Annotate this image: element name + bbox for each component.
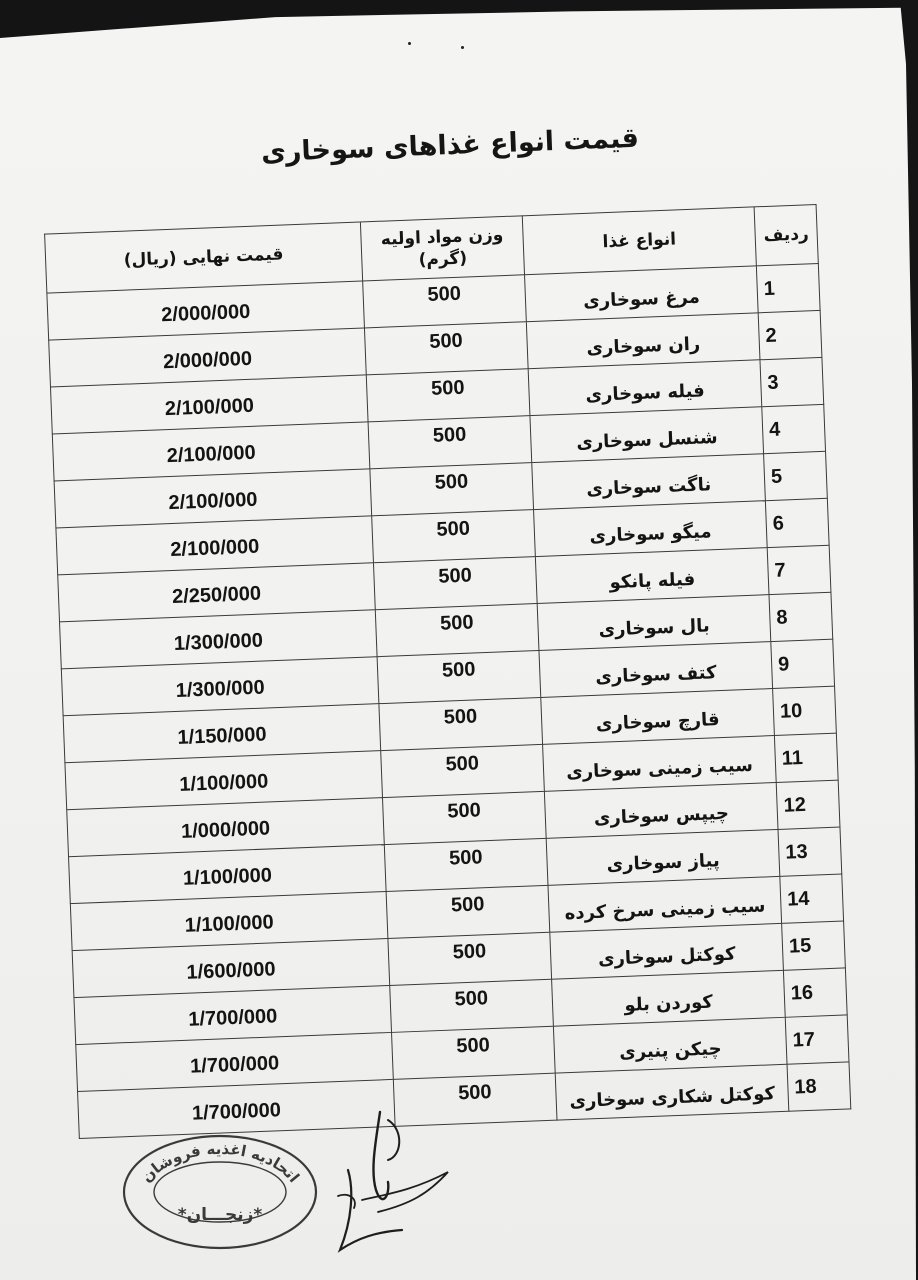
header-weight-line1: وزن مواد اولیه [380,225,504,250]
price-cell-text: 2/000/000 [162,347,253,373]
weight-cell-text: 500 [452,939,487,963]
row-number-cell: 10 [773,686,837,735]
weight-cell-text: 500 [441,657,476,682]
food-name-cell-text: بال سوخاری [598,614,711,641]
weight-cell [381,744,545,797]
price-table [44,204,851,1139]
weight-cell-text: 500 [455,1033,491,1057]
price-cell-text: 1/700/000 [189,1051,280,1078]
weight-cell-text: 500 [427,282,462,306]
weight-cell-text: 500 [437,564,473,588]
row-number-cell: 14 [780,874,844,923]
food-name-cell-text: کوردن بلو [624,991,714,1016]
price-cell-text: 1/150/000 [177,723,267,749]
row-number-cell: 11 [774,733,838,782]
price-cell-text: 1/700/000 [191,1098,282,1125]
food-name-cell-text: پیاز سوخاری [606,849,721,876]
weight-cell [364,322,528,375]
food-name-cell-text: میگو سوخاری [589,520,712,547]
row-number-cell: 17 [785,1015,849,1064]
food-name-cell [555,1064,789,1120]
price-cell-text: 2/000/000 [160,300,251,326]
food-name-cell-text: کتف سوخاری [595,661,717,688]
weight-cell [388,932,552,985]
price-cell-text: 2/250/000 [171,582,262,608]
weight-cell [366,369,530,422]
price-cell-text: 1/000/000 [180,816,271,843]
weight-cell-text: 500 [448,845,483,870]
weight-cell [375,604,539,657]
row-number-cell: 3 [760,357,824,406]
weight-cell [384,838,548,891]
price-cell-text: 2/100/000 [164,394,255,420]
weight-cell [377,650,541,703]
header-final-price: قیمت نهایی (ریال) [45,222,363,293]
row-number-cell: 16 [783,968,847,1017]
food-name-cell-text: چیکن پنیری [618,1037,722,1063]
food-name-cell-text: ران سوخاری [586,333,701,359]
food-name-cell-text: کوکتل شکاری سوخاری [569,1082,776,1112]
weight-cell [390,979,554,1032]
header-row-number: ردیف [754,205,818,266]
price-cell-text: 1/100/000 [184,910,275,937]
food-name-cell-text: مرغ سوخاری [582,286,701,312]
weight-cell [373,557,537,610]
weight-cell-text: 500 [432,423,467,447]
document-title: قیمت انواع غذاهای سوخاری [260,122,640,169]
price-cell-text: 1/300/000 [175,676,266,702]
weight-cell-text: 500 [439,610,474,635]
header-food-type: انواع غذا [522,207,756,275]
weight-cell-text: 500 [436,517,471,541]
weight-cell-text: 500 [445,751,480,776]
row-number-cell: 2 [758,310,822,359]
weight-cell [382,791,546,844]
header-weight [360,216,524,281]
row-number-cell: 13 [778,827,842,876]
stamp-outer-text: اتحادیه اغذیه فروشان [137,1139,304,1187]
row-number-cell: 6 [765,498,829,547]
handwritten-signature [318,1100,458,1260]
header-weight-line2: (گرم) [418,248,468,271]
price-cell-text: 2/100/000 [166,441,257,467]
weight-cell-text: 500 [450,892,485,917]
weight-cell [386,885,550,938]
weight-cell-text: 500 [430,376,465,400]
row-number-cell: 18 [787,1062,851,1111]
row-number-cell: 9 [771,639,835,688]
food-name-cell-text: فیله سوخاری [585,379,706,406]
price-cell-text: 1/600/000 [186,957,276,984]
weight-cell-text: 500 [443,704,478,729]
food-name-cell-text: قارچ سوخاری [595,708,720,735]
food-name-cell-text: فیله پانکو [609,568,696,593]
weight-cell [368,416,532,469]
weight-cell [363,275,527,328]
row-number-cell: 7 [767,545,831,594]
price-cell-text: 1/100/000 [182,863,273,890]
stamp-inner-text: *زنجـــان* [177,1205,263,1225]
price-cell-text: 1/300/000 [173,629,264,655]
weight-cell-text: 500 [428,329,464,353]
row-number-cell: 4 [762,404,826,453]
weight-cell [370,463,534,516]
weight-cell-text: 500 [434,470,469,494]
row-number-cell: 15 [782,921,846,970]
row-number-cell: 5 [764,451,828,500]
table-body [47,263,851,1138]
row-number-cell: 12 [776,780,840,829]
food-name-cell-text: کوکتل سوخاری [597,943,736,970]
weight-cell [379,697,543,750]
row-number-cell: 1 [756,263,820,312]
food-name-cell-text: سیب زمینی سرخ کرده [564,894,766,924]
food-name-cell-text: سیب زمینی سوخاری [565,754,754,783]
food-name-cell-text: شنسل سوخاری [575,426,718,453]
food-name-cell-text: ناگت سوخاری [585,473,712,500]
row-number-cell: 8 [769,592,833,641]
weight-cell-text: 500 [446,798,482,823]
union-stamp [118,1128,322,1252]
price-cell-text: 1/700/000 [187,1004,278,1031]
price-cell-text: 1/100/000 [178,769,269,796]
weight-cell [372,510,536,563]
price-cell-text: 2/100/000 [169,535,260,561]
price-cell-text: 2/100/000 [168,488,258,514]
weight-cell [392,1026,556,1079]
weight-cell-text: 500 [454,986,489,1010]
food-name-cell-text: چیپس سوخاری [593,802,730,829]
weight-cell-text: 500 [457,1080,492,1104]
